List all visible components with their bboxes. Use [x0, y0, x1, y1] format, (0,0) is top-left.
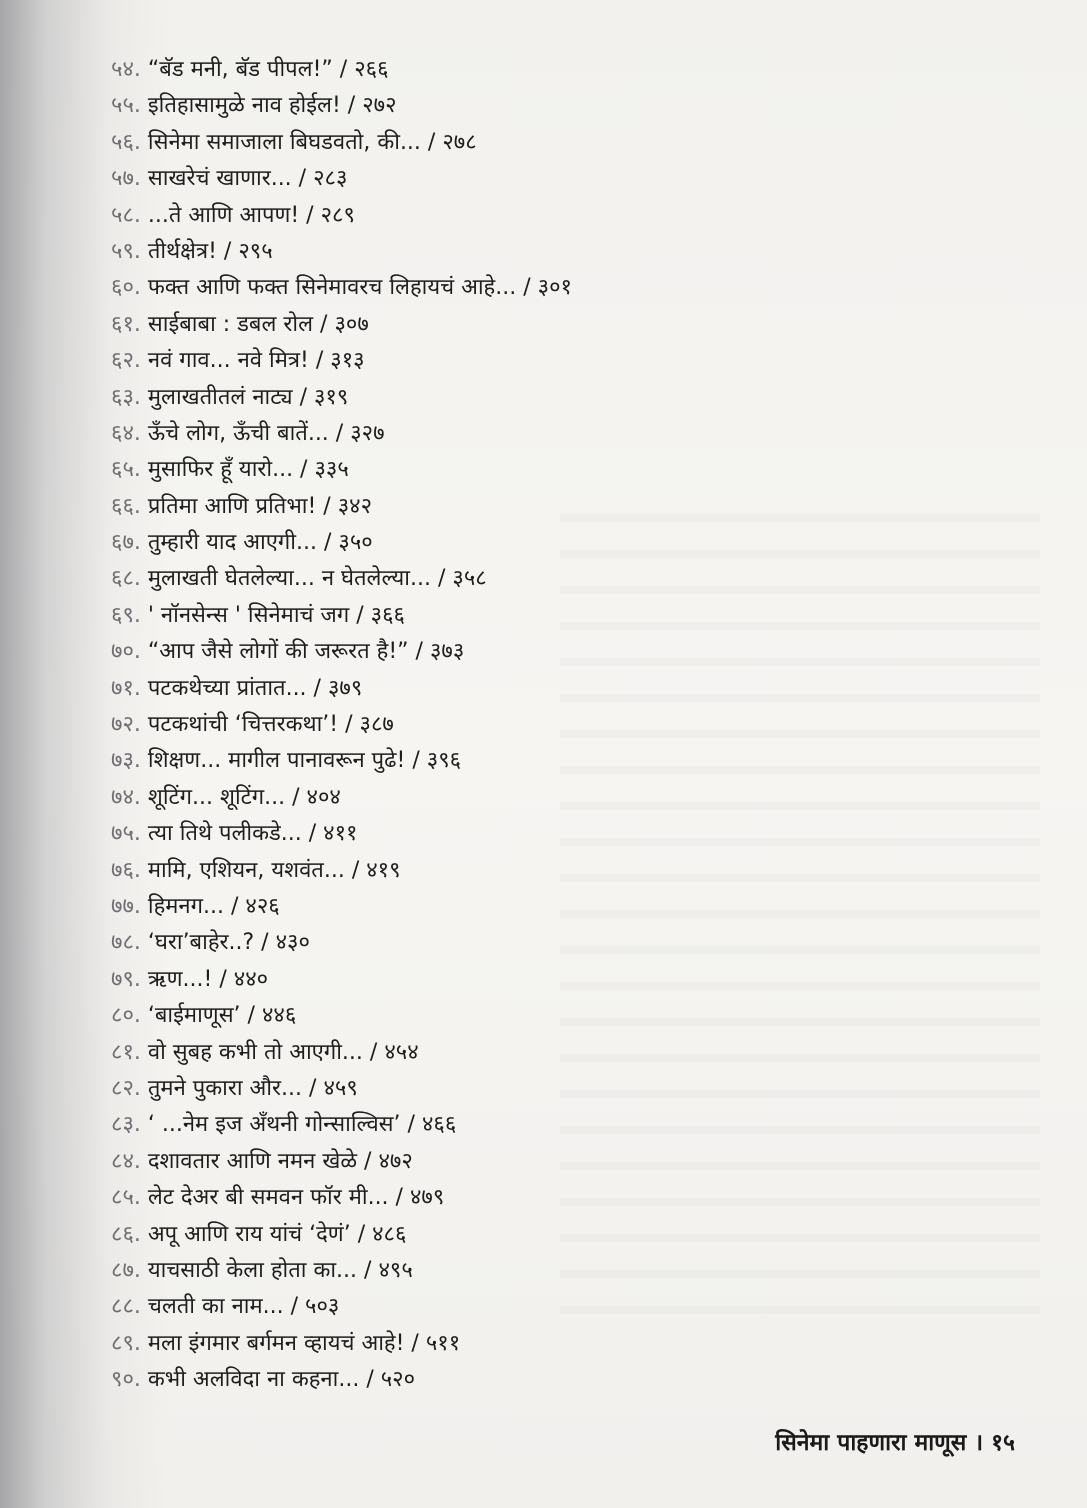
- toc-title: मुलाखतीतलं नाट्य: [147, 384, 293, 410]
- toc-page: २६६: [354, 57, 389, 82]
- toc-entry: ९०. कभी अलविदा ना कहना... / ५२०: [111, 1367, 416, 1393]
- toc-title: “बॅड मनी, बॅड पीपल!”: [147, 57, 333, 82]
- toc-entry: ७५. त्या तिथे पलीकडे... / ४११: [111, 821, 358, 847]
- toc-title: अपू आणि राय यांचं ‘देणं’: [147, 1221, 351, 1247]
- toc-number: ८३.: [111, 1112, 141, 1138]
- toc-entry: ८६. अपू आणि राय यांचं ‘देणं’ / ४८६: [111, 1221, 407, 1247]
- toc-number: ७७.: [111, 893, 141, 919]
- toc-title: ऊँचे लोग, ऊँची बातें...: [147, 420, 329, 446]
- toc-number: ८४.: [111, 1148, 141, 1174]
- toc-entry: ७२. पटकथांची ‘चित्तरकथा’! / ३८७: [111, 712, 394, 738]
- toc-entry: ८४. दशावतार आणि नमन खेळे / ४७२: [111, 1148, 413, 1174]
- toc-entry: ७८. ‘घरा’बाहेर..? / ४३०: [111, 930, 310, 956]
- toc-entry: ६४. ऊँचे लोग, ऊँची बातें... / ३२७: [111, 420, 385, 446]
- toc-number: ५९.: [111, 238, 141, 264]
- toc-page: २७८: [442, 129, 477, 155]
- toc-entry: ७६. मामि, एशियन, यशवंत... / ४१९: [111, 857, 401, 883]
- toc-number: ५७.: [111, 166, 141, 192]
- toc-entry: ६८. मुलाखती घेतलेल्या... न घेतलेल्या... / ३५८: [111, 566, 487, 592]
- toc-number: ६३.: [111, 384, 141, 410]
- toc-page: ४५९: [323, 1075, 358, 1101]
- toc-number: ६८.: [111, 566, 141, 592]
- toc-title: कभी अलविदा ना कहना...: [147, 1367, 360, 1393]
- toc-entry: ८९. मला इंगमार बर्गमन व्हायचं आहे! / ५११: [111, 1330, 461, 1356]
- toc-page: ३०१: [537, 275, 572, 301]
- toc-title: साखरेचं खाणार...: [147, 166, 292, 192]
- toc-number: ६०.: [111, 275, 141, 301]
- toc-number: ७०.: [111, 639, 141, 665]
- toc-page: ३४२: [337, 493, 373, 519]
- toc-page: ४१९: [366, 857, 401, 883]
- toc-number: ६४.: [111, 420, 141, 446]
- toc-title: फक्त आणि फक्त सिनेमावरच लिहायचं आहे...: [147, 275, 517, 301]
- toc-page: ३०७: [334, 311, 369, 337]
- toc-title: ‘बाईमाणूस’: [147, 1003, 241, 1029]
- toc-page: ३२७: [350, 420, 385, 446]
- toc-number: ६६.: [111, 493, 141, 519]
- toc-page: ५२०: [380, 1367, 416, 1393]
- toc-number: ८७.: [111, 1257, 141, 1283]
- toc-page: ३६६: [370, 602, 405, 628]
- toc-title: मामि, एशियन, यशवंत...: [147, 857, 345, 883]
- toc-page: ४३०: [275, 930, 310, 956]
- toc-number: ८५.: [111, 1185, 141, 1211]
- toc-page: ४६६: [421, 1112, 457, 1138]
- toc-title: इतिहासामुळे नाव होईल!: [147, 93, 341, 119]
- toc-title: याचसाठी केला होता का...: [147, 1257, 358, 1283]
- toc-entry: ८३. ‘ ...नेम इज अँथनी गोन्साल्विस’ / ४६६: [111, 1112, 457, 1138]
- toc-page: ५११: [425, 1330, 461, 1356]
- toc-title: प्रतिमा आणि प्रतिभा!: [147, 493, 317, 519]
- toc-number: ६७.: [111, 530, 141, 556]
- toc-entry: ५६. सिनेमा समाजाला बिघडवतो, की... / २७८: [111, 129, 477, 155]
- toc-page: २९५: [238, 238, 273, 264]
- toc-title: त्या तिथे पलीकडे...: [147, 821, 302, 847]
- toc-title: ऋण...!: [147, 966, 213, 992]
- toc-page: ३९६: [426, 748, 462, 774]
- toc-entry: ८७. याचसाठी केला होता का... / ४९५: [111, 1257, 413, 1283]
- toc-entry: ८५. लेट देअर बी समवन फॉर मी... / ४७९: [111, 1185, 445, 1211]
- toc-page: ४५४: [384, 1039, 419, 1065]
- toc-number: ८६.: [111, 1221, 141, 1247]
- toc-entry: ६९. ' नॉनसेन्स ' सिनेमाचं जग / ३६६: [111, 602, 405, 628]
- toc-page: ३१३: [330, 348, 365, 374]
- toc-title: मला इंगमार बर्गमन व्हायचं आहे!: [147, 1330, 405, 1356]
- toc-page: ४७२: [378, 1148, 413, 1174]
- toc-title: तुम्हारी याद आएगी...: [147, 530, 317, 556]
- toc-page: ५०३: [305, 1294, 340, 1320]
- toc-entry: ५५. इतिहासामुळे नाव होईल! / २७२: [111, 93, 397, 119]
- toc-entry: ७०. “आप जैसे लोगों की जरूरत है!” / ३७३: [111, 639, 465, 665]
- toc-title: शूटिंग... शूटिंग...: [147, 784, 286, 810]
- toc-number: ६५.: [111, 457, 141, 483]
- toc-page: ४४६: [261, 1003, 297, 1029]
- toc-entry: ७७. हिमनग... / ४२६: [111, 893, 280, 919]
- toc-page: ३३५: [314, 457, 349, 483]
- toc-title: पटकथेच्या प्रांतात...: [147, 675, 307, 701]
- toc-page: २८९: [320, 202, 355, 228]
- toc-title: लेट देअर बी समवन फॉर मी...: [147, 1185, 389, 1211]
- toc-title: नवं गाव... नवे मित्र!: [147, 348, 309, 374]
- toc-entry: ६७. तुम्हारी याद आएगी... / ३५०: [111, 530, 373, 556]
- toc-title: ‘ ...नेम इज अँथनी गोन्साल्विस’: [147, 1112, 401, 1138]
- toc-entry: ७१. पटकथेच्या प्रांतात... / ३७९: [111, 675, 363, 701]
- toc-number: ७२.: [111, 712, 141, 738]
- toc-number: ७३.: [111, 748, 141, 774]
- toc-title: ' नॉनसेन्स ' सिनेमाचं जग: [147, 602, 350, 628]
- toc-title: शिक्षण... मागील पानावरून पुढे!: [147, 748, 406, 774]
- toc-page: ३७३: [429, 639, 465, 665]
- toc-entry: ६१. साईबाबा : डबल रोल / ३०७: [111, 311, 369, 337]
- toc-page: ४८६: [372, 1221, 407, 1247]
- toc-number: ७८.: [111, 930, 141, 956]
- page-footer: सिनेमा पाहणारा माणूस । १५: [775, 1430, 1015, 1456]
- toc-number: ५५.: [111, 93, 141, 119]
- toc-page: ३५०: [338, 530, 373, 556]
- toc-number: ६१.: [111, 311, 141, 337]
- toc-title: दशावतार आणि नमन खेळे: [147, 1148, 358, 1174]
- toc-title: “आप जैसे लोगों की जरूरत है!”: [147, 639, 409, 665]
- toc-number: ६९.: [111, 602, 141, 628]
- toc-title: वो सुबह कभी तो आएगी...: [147, 1039, 363, 1065]
- toc-number: ९०.: [111, 1367, 141, 1393]
- toc-page: २८३: [313, 166, 348, 192]
- toc-entry: ८०. ‘बाईमाणूस’ / ४४६: [111, 1003, 297, 1029]
- toc-entry: ५८. ...ते आणि आपण! / २८९: [111, 202, 355, 228]
- toc-number: ७१.: [111, 675, 141, 701]
- toc-page: २७२: [362, 93, 397, 119]
- toc-title: तुमने पुकारा और...: [147, 1075, 303, 1101]
- toc-page: ३८७: [359, 712, 394, 738]
- toc-number: ७६.: [111, 857, 141, 883]
- toc-number: ६२.: [111, 348, 141, 374]
- toc-number: ५६.: [111, 129, 141, 155]
- toc-page: ३५८: [452, 566, 487, 592]
- toc-page: ४०४: [306, 784, 341, 810]
- toc-page: ४२६: [245, 893, 280, 919]
- toc-page: ४११: [323, 821, 358, 847]
- toc-page: ४७९: [409, 1185, 445, 1211]
- toc-title: चलती का नाम...: [147, 1294, 284, 1320]
- toc-page: ४४०: [233, 966, 269, 992]
- toc-number: ७९.: [111, 966, 141, 992]
- table-of-contents: [111, 52, 731, 1398]
- toc-entry: ६०. फक्त आणि फक्त सिनेमावरच लिहायचं आहे... / ३०१: [111, 275, 572, 301]
- toc-number: ८९.: [111, 1330, 141, 1356]
- toc-entry: ८२. तुमने पुकारा और... / ४५९: [111, 1075, 358, 1101]
- toc-entry: ६२. नवं गाव... नवे मित्र! / ३१३: [111, 348, 365, 374]
- toc-number: ८८.: [111, 1294, 141, 1320]
- toc-number: ८१.: [111, 1039, 141, 1065]
- toc-entry: ८८. चलती का नाम... / ५०३: [111, 1294, 340, 1320]
- toc-entry: ७९. ऋण...! / ४४०: [111, 966, 269, 992]
- toc-entry: ५७. साखरेचं खाणार... / २८३: [111, 166, 348, 192]
- toc-entry: ७३. शिक्षण... मागील पानावरून पुढे! / ३९६: [111, 748, 462, 774]
- toc-title: ...ते आणि आपण!: [147, 202, 300, 228]
- toc-page: ४९५: [378, 1257, 413, 1283]
- toc-number: ८०.: [111, 1003, 141, 1029]
- toc-page: ३१९: [313, 384, 349, 410]
- toc-title: सिनेमा समाजाला बिघडवतो, की...: [147, 129, 421, 155]
- toc-title: मुलाखती घेतलेल्या... न घेतलेल्या...: [147, 566, 431, 592]
- toc-entry: ६३. मुलाखतीतलं नाट्य / ३१९: [111, 384, 349, 410]
- toc-number: ५८.: [111, 202, 141, 228]
- toc-number: ७४.: [111, 784, 141, 810]
- toc-title: पटकथांची ‘चित्तरकथा’!: [147, 712, 339, 738]
- toc-title: तीर्थक्षेत्र!: [147, 238, 217, 264]
- toc-entry: ८१. वो सुबह कभी तो आएगी... / ४५४: [111, 1039, 419, 1065]
- toc-title: ‘घरा’बाहेर..?: [147, 930, 255, 956]
- toc-entry: ६५. मुसाफिर हूँ यारो... / ३३५: [111, 457, 349, 483]
- toc-entry: ७४. शूटिंग... शूटिंग... / ४०४: [111, 784, 341, 810]
- toc-number: ७५.: [111, 821, 141, 847]
- toc-number: ५४.: [111, 57, 141, 82]
- toc-entry: ६६. प्रतिमा आणि प्रतिभा! / ३४२: [111, 493, 373, 519]
- toc-page: ३७९: [327, 675, 363, 701]
- toc-title: मुसाफिर हूँ यारो...: [147, 457, 294, 483]
- toc-title: साईबाबा : डबल रोल: [147, 311, 314, 337]
- toc-entry: ५४. “बॅड मनी, बॅड पीपल!” / २६६: [111, 57, 389, 82]
- toc-entry: ५९. तीर्थक्षेत्र! / २९५: [111, 238, 273, 264]
- toc-title: हिमनग...: [147, 893, 224, 919]
- toc-number: ८२.: [111, 1075, 141, 1101]
